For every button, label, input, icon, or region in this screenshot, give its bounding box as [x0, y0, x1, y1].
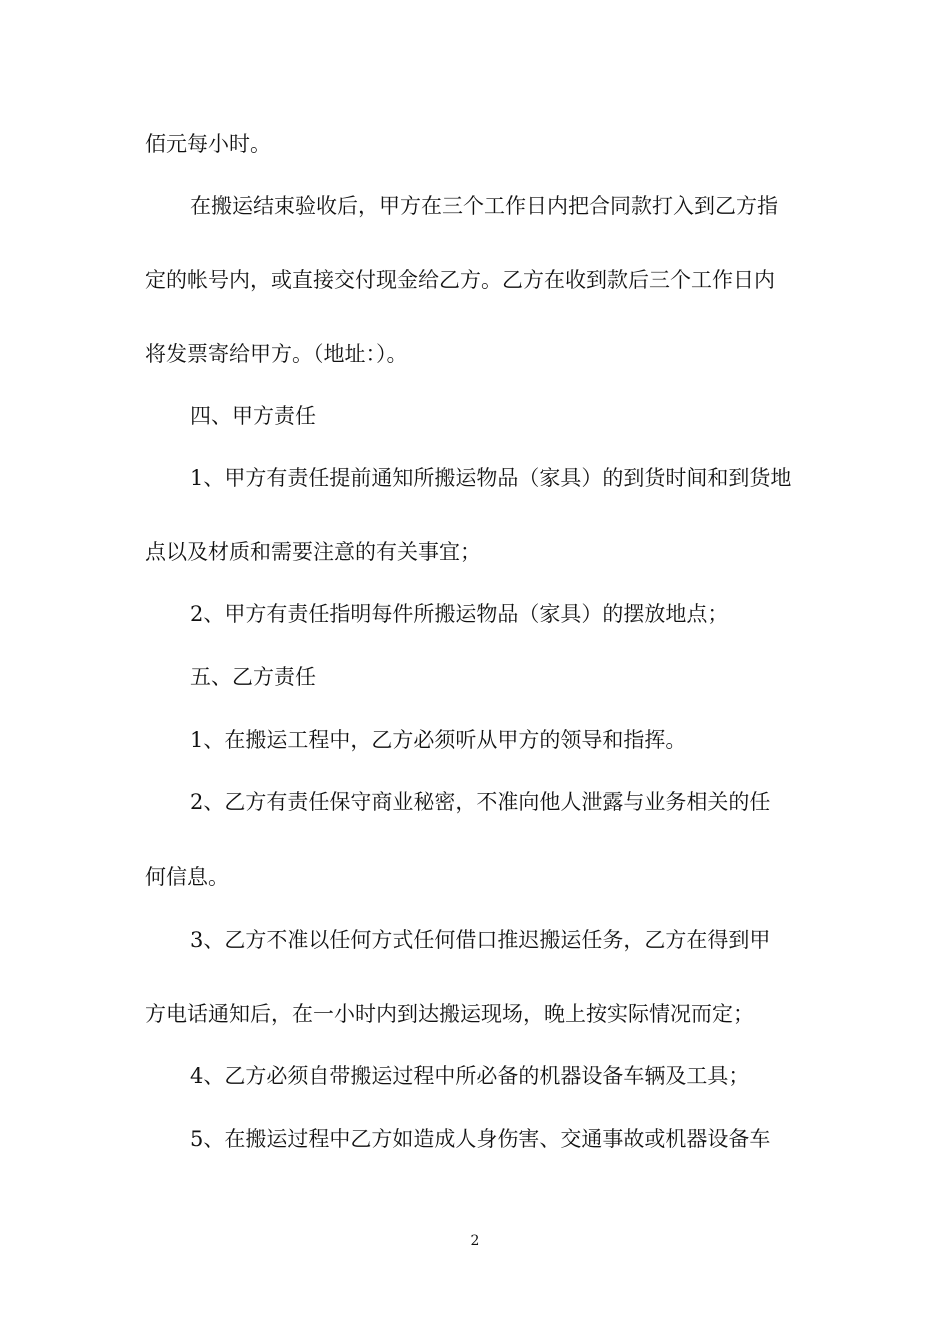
paragraph-line: 何信息。 — [145, 865, 229, 889]
paragraph-line: 在搬运结束验收后，甲方在三个工作日内把合同款打入到乙方指 — [190, 194, 778, 218]
section-heading-party-a-duties: 四、甲方责任 — [190, 404, 316, 428]
paragraph-line: 定的帐号内，或直接交付现金给乙方。乙方在收到款后三个工作日内 — [145, 268, 775, 292]
paragraph-line: 1、在搬运工程中，乙方必须听从甲方的领导和指挥。 — [190, 728, 687, 752]
paragraph-line: 方电话通知后，在一小时内到达搬运现场，晚上按实际情况而定； — [145, 1002, 754, 1026]
paragraph-line: 将发票寄给甲方。（地址：）。 — [145, 342, 408, 366]
page-number: 2 — [470, 1233, 480, 1249]
paragraph-line: 3、乙方不准以任何方式任何借口推迟搬运任务，乙方在得到甲 — [190, 928, 771, 952]
paragraph-line: 4、乙方必须自带搬运过程中所必备的机器设备车辆及工具； — [190, 1064, 750, 1088]
paragraph-line: 2、乙方有责任保守商业秘密，不准向他人泄露与业务相关的任 — [190, 790, 771, 814]
paragraph-line: 5、在搬运过程中乙方如造成人身伤害、交通事故或机器设备车 — [190, 1127, 771, 1151]
paragraph-line: 点以及材质和需要注意的有关事宜； — [145, 540, 481, 564]
paragraph-line: 1、甲方有责任提前通知所搬运物品（家具）的到货时间和到货地 — [190, 466, 792, 490]
paragraph-line: 2、甲方有责任指明每件所搬运物品（家具）的摆放地点； — [190, 602, 729, 626]
paragraph-line: 佰元每小时。 — [145, 132, 271, 156]
section-heading-party-b-duties: 五、乙方责任 — [190, 665, 316, 689]
